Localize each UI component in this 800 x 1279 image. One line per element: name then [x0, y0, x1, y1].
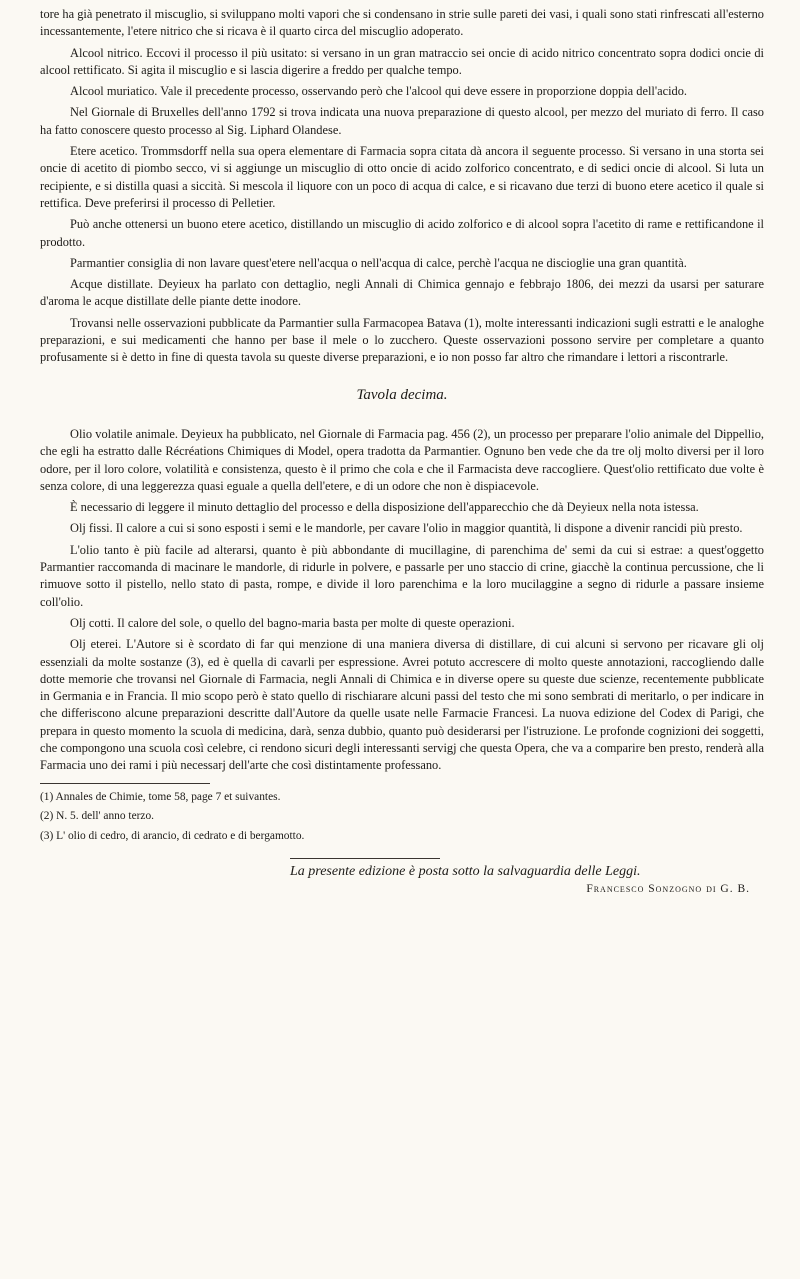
footnote-3: (3) L' olio di cedro, di arancio, di cedrato e di bergamotto.: [40, 829, 305, 842]
imprint-divider: [290, 858, 440, 859]
paragraph-acque-distillate: Acque distillate. Deyieux ha parlato con dettaglio, negli Annali di Chimica gennajo e febbrajo 1806, dei mezzi da usarsi per saturare d'aroma le acque distillate delle piante dette inodore.: [40, 277, 764, 309]
paragraph-olio-volatile-animale: Olio volatile animale. Deyieux ha pubblicato, nel Giornale di Farmacia pag. 456 (2), un processo per preparare l'olio animale del Dippellio, che egli ha estratto dalle Récréations Chimiques di Model, opera tradotta da Parmantier. Ognuno ben vede che da tre olj molto diversi per il loro odore, per il loro colore, volatilità e consistenza, questo è il primo che cola e che il Farmacista deve raccogliere. Quest'olio rettificato due volte è senza colore, di una leggerezza quasi eguale a quella dell'etere, e di un odore che non è dispiacevole.: [40, 426, 764, 493]
paragraph-alcool-nitrico: Alcool nitrico. Eccovi il processo il più usitato: si versano in un gran matraccio sei oncie di acido nitrico concentrato sopra dodici oncie di alcool rettificato. Si agita il miscuglio e si lascia digerire a freddo per qualche tempo.: [40, 45, 764, 77]
paragraph-alcool-muriatico: Alcool muriatico. Vale il precedente processo, osservando però che l'alcool qui deve essere in proporzione doppia dell'acido.: [70, 84, 688, 99]
printer-name: Francesco Sonzogno di G. B.: [586, 883, 750, 896]
paragraph-olj-eterei: Olj eterei. L'Autore si è scordato di far qui menzione di una maniera diversa di distillare, di cui alcuni si servono per ricavare gli olj essenziali da molte sostanze (3), ed è quella di cavarli per espressione. Avrei potuto accrescere di molto queste annotazioni, raccogliendo dalle dotte memorie che trovansi nel Giornale di Farmacia, negli Annali di Chimica e in diverse opere su queste due scienze, recentemente pubblicate in Germania e in Francia. Il mio scopo però è stato quello di rischiarare alcuni passi del testo che mi sono sembrati di meritarlo, o per indicare in che differiscono alcune preparazioni descritte dall'Autore da quelle usate nelle Farmacie Francesi. La nuova edizione del Codex di Parigi, che prepara in questo momento la scuola di medicina, darà, senza dubbio, quanto può desiderarsi per l'istruzione. Le profonde cognizioni dei soggetti, che compongono una scuola così celebre, ci rendono sicuri degli interessanti servigj che questa Opera, che va a comparire ben presto, renderà alla Farmacia uno dei rami i più necessarj dell'arte che così distintamente professano.: [40, 637, 764, 773]
paragraph-olj-cotti: Olj cotti. Il calore del sole, o quello del bagno-maria basta per molte di queste operazioni.: [70, 615, 515, 630]
footnote-2: (2) N. 5. dell' anno terzo.: [40, 810, 155, 823]
paragraph-olio-mucillagine: L'olio tanto è più facile ad alterarsi, quanto è più abbondante di mucillagine, di parenchima de' semi da cui si estrae: a quest'oggetto Parmantier raccomanda di macinare le mandorle, di ridurle in polvere, e passarle per uno staccio di crine, giacchè la continua percussione, che li rimuove sotto il pistello, nello stato di pasta, rompe, e divide il loro parenchima e la loro mucilaggine a segno di ridurle a passare insieme coll'olio.: [40, 542, 764, 609]
paragraph-dettaglio-processo: È necessario di leggere il minuto dettaglio del processo e della disposizione dell'apparecchio che dà Deyieux nella nota istessa.: [70, 500, 699, 515]
paragraph-giornale-bruxelles: Nel Giornale di Bruxelles dell'anno 1792 si trova indicata una nuova preparazione di questo alcool, per mezzo del muriato di ferro. Il caso ha fatto conoscere questo processo al Sig. Liphard Olandese.: [40, 105, 764, 137]
imprint-notice: La presente edizione è posta sotto la salvaguardia delle Leggi.: [290, 864, 641, 880]
footnote-1: (1) Annales de Chimie, tome 58, page 7 et suivantes.: [40, 790, 281, 803]
paragraph-etere-nitrico-end: tore ha già penetrato il miscuglio, si sviluppano molti vapori che si condensano in strie sulle pareti dei vasi, i quali sono stati rinfrescati all'esterno incessantemente, l'etere nitrico che si ricava è il quarto circa del miscuglio adoperato.: [40, 7, 764, 39]
footnote-divider: [40, 783, 210, 784]
paragraph-etere-acetico-rame: Può anche ottenersi un buono etere acetico, distillando un miscuglio di acido zolforico e di alcool sopra l'acetito di rame e rettificandone il prodotto.: [40, 217, 764, 249]
paragraph-parmantier-lavare: Parmantier consiglia di non lavare quest'etere nell'acqua o nell'acqua di calce, perchè l'acqua ne discioglie una gran quantità.: [70, 255, 687, 270]
paragraph-etere-acetico: Etere acetico. Trommsdorff nella sua opera elementare di Farmacia sopra citata dà ancora il seguente processo. Si versano in una storta sei oncie di acetito di piombo secco, vi si aggiunge un miscuglio di otto oncie di acido zolforico concentrato, e di sedici oncie di alcool. Si luta un recipiente, e si distilla quasi a siccità. Si mescola il liquore con un poco di acqua di calce, e si ricavano due terzi di buono etere acetico il quale si rettifica. Deve preferirsi il processo di Pelletier.: [40, 144, 764, 210]
section-heading: Tavola decima.: [356, 386, 448, 403]
paragraph-farmacopea-batava: Trovansi nelle osservazioni pubblicate da Parmantier sulla Farmacopea Batava (1), molte interessanti indicazioni sugli estratti e le analoghe preparazioni, e sui medicamenti che hanno per base il mele o lo zucchero. Queste osservazioni possono servire per completare a quanto profusamente si è detto in fine di questa tavola su queste diverse preparazioni, e io non posso far altro che rimandare i lettori a riscontrarle.: [40, 315, 764, 365]
paragraph-olj-fissi: Olj fissi. Il calore a cui si sono esposti i semi e le mandorle, per cavare l'olio in maggior quantità, li dispone a divenir rancidi più presto.: [70, 521, 743, 536]
